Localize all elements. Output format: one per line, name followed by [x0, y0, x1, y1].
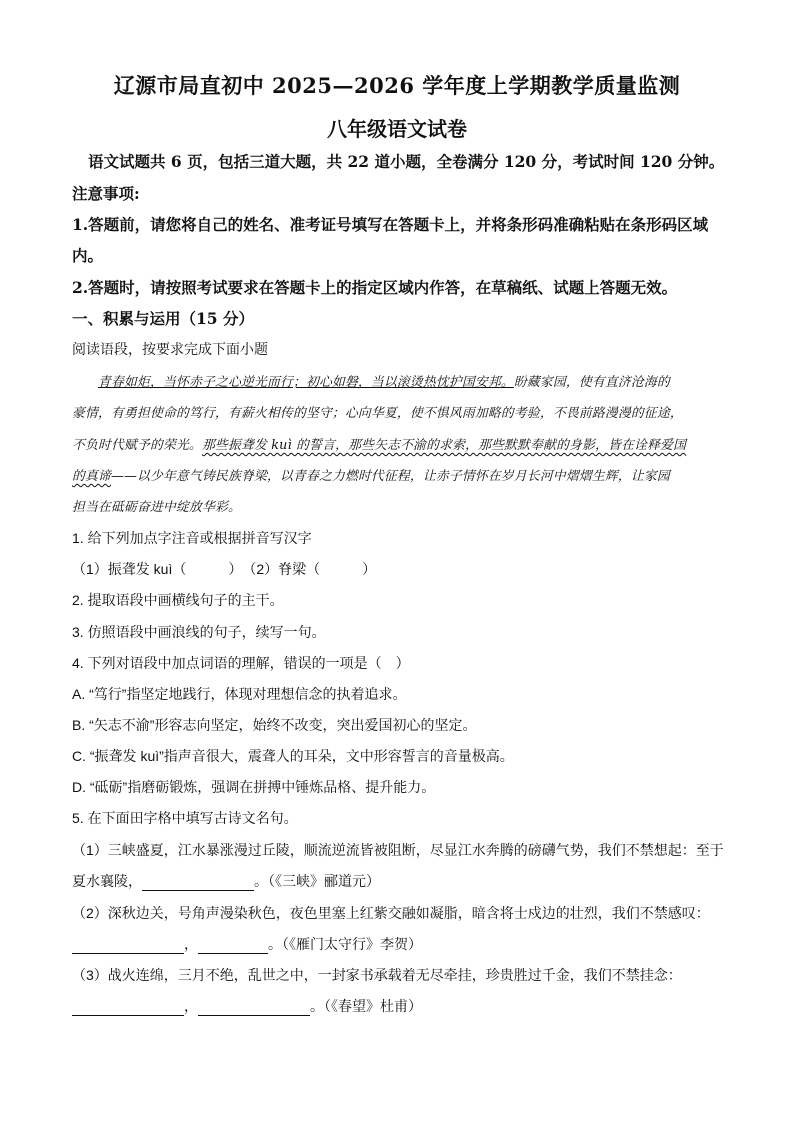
- question-5-2-answer-line: [72, 934, 732, 954]
- notice-item-1-line-1: 1.答题前，请您将自己的姓名、准考证号填写在答题卡上，并将条形码准确粘贴在条形码区域: [72, 215, 709, 234]
- option-a: A. “笃行”指坚定地践行，体现对理想信念的执着追求。: [72, 686, 407, 702]
- option-b: B. “矢志不渝”形容志向坚定，始终不改变，突出爱国初心的坚定。: [72, 717, 477, 733]
- exam-subtitle: 八年级语文试卷: [327, 117, 467, 141]
- question-3: 3. 仿照语段中画浪线的句子，续写一句。: [72, 624, 326, 640]
- answer-blank[interactable]: [72, 939, 184, 954]
- question-5-1-prompt: （1）三峡盛夏，江水暴涨漫过丘陵，顺流逆流皆被阻断，尽显江水奔腾的磅礴气势，我们不禁想起：至于: [72, 842, 724, 858]
- answer-blank[interactable]: [72, 1001, 184, 1016]
- passage-text: 不负时代赋予的荣光。: [72, 438, 202, 453]
- question-2: 2. 提取语段中画横线句子的主干。: [72, 592, 284, 608]
- blank-separator: ，: [184, 936, 198, 952]
- question-5-2-prompt: （2）深秋边关，号角声漫染秋色，夜色里塞上红紫交融如凝脂，暗含将士戍边的壮烈，我们不禁感叹：: [72, 905, 710, 921]
- notice-item-1-line-2: 内。: [72, 246, 104, 265]
- question-5: 5. 在下面田字格中填写古诗文名句。: [72, 810, 298, 826]
- quote-source: 。（《三峡》郦道元）: [254, 873, 380, 889]
- question-5-1-answer-line: [72, 871, 732, 891]
- passage-text: 盼藏家园，使有直济沧海的: [513, 375, 670, 390]
- question-5-3-prompt: （3）战火连绵，三月不绝，乱世之中，一封家书承载着无尽牵挂，珍贵胜过千金，我们不禁挂念：: [72, 967, 682, 983]
- question-1: 1. 给下列加点字注音或根据拼音写汉字: [72, 530, 312, 546]
- underlined-sentence: 青春如炬，当怀赤子之心逆光而行；初心如磐，当以滚烫热忱护国安邦。: [98, 375, 514, 390]
- option-d: D. “砥砺”指磨砺锻炼，强调在拼搏中锤炼品格、提升能力。: [72, 779, 436, 795]
- passage-text: ——以少年意气铸民族脊梁，以青春之力燃时代征程，让赤子情怀在岁月长河中熠熠生辉，让家园: [111, 469, 670, 484]
- wavy-sentence: 那些振聋发 kuì 的誓言，那些矢志不渝的求索，那些默默奉献的身影，皆在诠释爱国: [201, 438, 687, 453]
- passage-line-2: 豪情，有勇担使命的笃行，有薪火相传的坚守；心向华夏，使不惧风雨加略的考验，不畏前路漫漫的征途，: [72, 406, 683, 421]
- answer-blank[interactable]: [198, 1001, 310, 1016]
- notice-item-2: 2.答题时，请按照考试要求在答题卡上的指定区域内作答，在草稿纸、试题上答题无效。: [72, 278, 678, 297]
- section-heading: 一、积累与运用（15 分）: [72, 309, 254, 328]
- question-1-items: （1）振聋发 kuì（ ） （2）脊梁（ ）: [72, 561, 377, 577]
- notice-heading: 注意事项:: [72, 184, 140, 203]
- wavy-sentence-end: 的真谛: [72, 469, 111, 484]
- question-4: 4. 下列对语段中加点词语的理解，错误的一项是（ ）: [72, 655, 410, 671]
- section-instruction: 阅读语段，按要求完成下面小题: [72, 341, 268, 357]
- quote-prefix: 夏水襄陵，: [72, 873, 142, 889]
- exam-summary: 语文试题共 6 页，包括三道大题，共 22 道小题，全卷满分 120 分，考试时间 120 分钟。: [88, 152, 725, 171]
- question-5-3-answer-line: [72, 996, 732, 1016]
- passage-line-5: 担当在砥砺奋进中绽放华彩。: [72, 500, 241, 515]
- quote-source: 。（《雁门太守行》李贺）: [268, 936, 422, 952]
- blank-separator: ，: [184, 998, 198, 1014]
- answer-blank[interactable]: [142, 876, 254, 891]
- quote-source: 。（《春望》杜甫）: [310, 998, 422, 1014]
- option-c: C. “振聋发 kuì”指声音很大，震聋人的耳朵，文中形容誓言的音量极高。: [72, 748, 514, 764]
- answer-blank[interactable]: [198, 939, 268, 954]
- passage-line-4: [72, 465, 732, 484]
- exam-title: 辽源市局直初中 2025—2026 学年度上学期教学质量监测: [113, 73, 681, 98]
- passage-line-1: [98, 371, 758, 390]
- passage-line-3: [72, 434, 732, 453]
